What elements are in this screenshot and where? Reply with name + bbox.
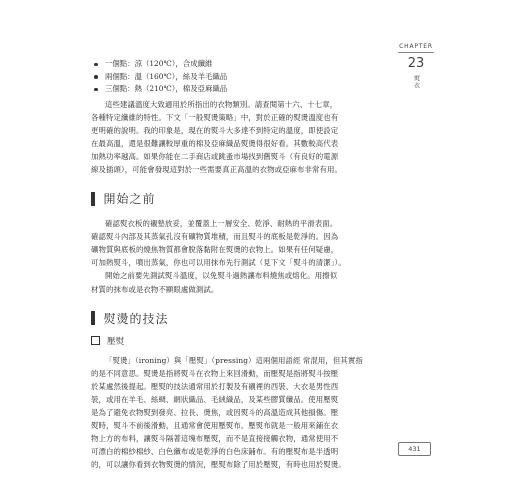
section-title: 開始之前 [103,192,156,207]
paragraph-line: 熨時，熨斗不前後滑動，且通常會使用壓熨布。壓熨布就是一般用來鋪在衣 [91,421,339,431]
paragraph [91,354,377,472]
paragraph-line: 裝，或用在羊毛、絲綢、網狀織品、毛絨織品，及某些膠質纖品。使用壓熨 [91,394,339,404]
paragraph-line: 加熱功率越高。如果你能在二手商店或跳蚤市場找到舊熨斗（有良好的電源 [91,151,339,161]
chapter-label: CHAPTER [398,43,434,53]
paragraph-line: 是為了避免衣物熨到發亮、拉長、燙焦，或因熨斗的高溫造成其他損傷。壓 [91,408,339,417]
paragraph [91,217,377,269]
list-item: 三個點：熱（210℃），棉及亞麻織品 [91,83,377,96]
page-content [91,58,377,471]
paragraph [91,269,377,295]
list-item: 兩個點：溫（160℃），絲及羊毛織品 [91,71,377,84]
paragraph-line: 更明確的說明。我的印象是，現在的熨斗大多達不到特定的溫度，即使設定 [91,125,339,135]
paragraph-line: 「熨燙」（ironing）與「壓熨」（pressing）這兩個用語經 常混用，但其實指 [105,355,363,365]
section-heading-before-starting [91,190,377,207]
subsection-heading-pressing [91,335,377,347]
paragraph [91,98,377,177]
section-bar [91,311,95,325]
chapter-title: 熨衣 [412,75,420,89]
paragraph-line: 在最高溫，還是很難讓較厚重的棉及亞麻織品熨燙得很好看。其數較高代表 [91,138,339,148]
section-bar [91,192,95,206]
bullet-list [91,58,377,96]
paragraph-line: 的是不同意思。熨燙是指將熨斗在衣物上來回滑動，而壓熨是指將熨斗按壓 [91,368,339,378]
paragraph-line: 線及插頭），可能會發現這對於一些需要真正高溫的衣物或亞麻布非常有用。 [91,164,342,174]
subsection-title: 壓熨 [107,336,125,347]
paragraph-line: 物上方的布料，讓熨斗隔著這塊布壓熨，而不是直接接觸衣物，通常使用不 [91,434,339,444]
paragraph-line: 材質的抹布或是衣物不顯眼處做測試。 [91,284,219,294]
page-number: 431 [398,442,431,456]
paragraph-line: 這些建議溫度大致適用於所指出的衣物類別。請查閱第十六、十七章， [105,99,338,109]
section-title: 熨燙的技法 [103,311,169,326]
paragraph-line: 的，可以讓你看到衣物熨燙的情況，壓熨布除了用於壓熨，有時也用於熨燙。 [91,460,346,470]
list-item: 一個點：涼（120℃），合成纖維 [91,58,377,71]
paragraph-line: 開始之前要先測試熨斗溫度，以免熨斗過熱讓布料燒焦或熔化。用擦似 [105,271,338,281]
paragraph-line: 可漂白的棉紗棉紗、白色纖布或是乾淨的白色床鋪布。有的壓熨布是半透明 [91,447,339,457]
section-heading-ironing-techniques [91,310,377,327]
paragraph-line: 確認熨斗內部及其蒸氣孔沒有礦物質堆積，而且熨斗的底板是乾淨的。因為 [91,232,339,242]
paragraph-line: 確認熨衣板的襯墊放妥，並覆蓋上一層安全、乾淨、耐熱的平滑表面。 [105,219,338,229]
paragraph-line: 礦物質與底板的燒焦物質都會脫落黏附在熨燙的衣物上。如果有任何疑慮， [91,245,339,255]
paragraph-line: 可加熱熨斗，噴出蒸氣，你也可以用抹布先行測試（見下文「熨斗的清潔」）。 [91,258,346,268]
chapter-number: 23 [407,56,425,71]
paragraph-line: 於某處然後提起。壓熨的技法通常用於打製及有襯裡的西裝、大衣是男性西 [91,381,339,391]
chapter-tab [398,43,434,89]
paragraph-line: 各種特定纖維的特性。下文「一般熨燙策略」中，對於正確的熨燙溫度也有 [91,112,339,122]
square-icon [91,336,100,345]
